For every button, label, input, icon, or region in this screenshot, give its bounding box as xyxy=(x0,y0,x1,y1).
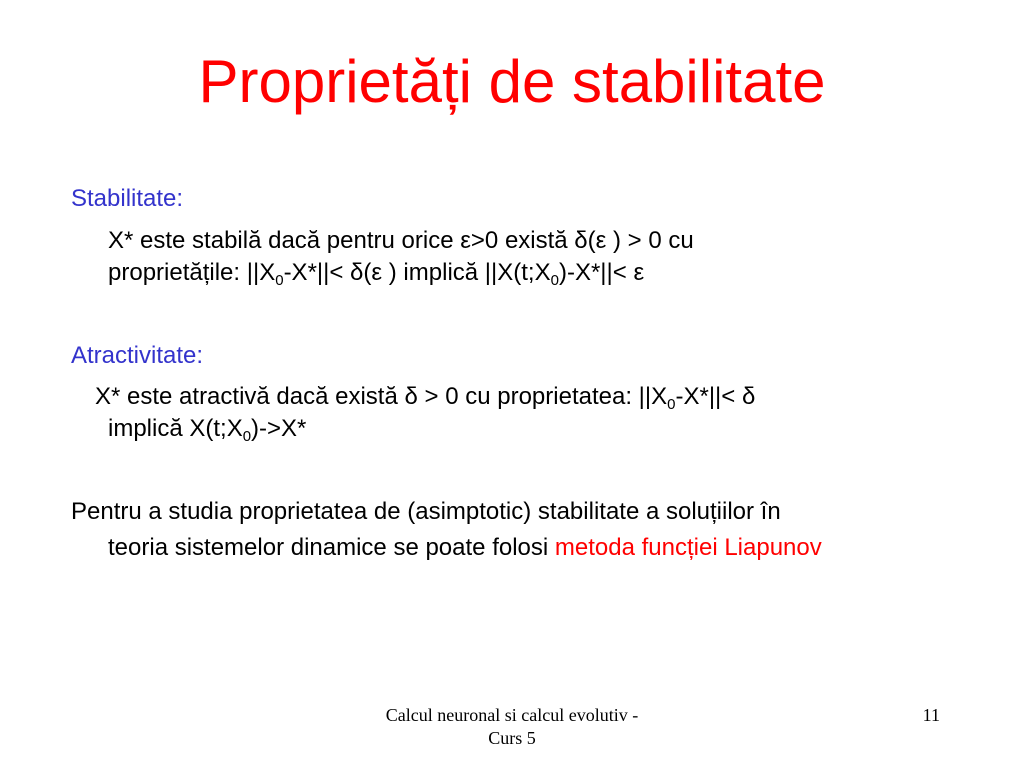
atractivitate-line-2-part-2: )->X* xyxy=(251,415,307,442)
atractivitate-line-1-part-2: -X*||< δ xyxy=(675,383,756,410)
stabilitate-line-2-part-3: )-X*||< ε xyxy=(558,259,645,286)
page-number: 11 xyxy=(922,705,940,725)
atractivitate-line-2-part-1: implică X(t;X xyxy=(108,415,243,442)
stabilitate-line-1: X* este stabilă dacă pentru orice ε>0 există δ(ε ) > 0 cu xyxy=(108,227,694,254)
atractivitate-line-2 xyxy=(108,413,306,445)
footer-line-1: Calcul neuronal si calcul evolutiv - xyxy=(385,705,639,725)
paragraph-line-1: Pentru a studia proprietatea de (asimptotic) stabilitate a soluțiilor în xyxy=(71,498,781,525)
slide-title: Proprietăți de stabilitate xyxy=(198,48,826,115)
atractivitate-heading: Atractivitate: xyxy=(71,342,204,369)
paragraph-line-2 xyxy=(108,532,822,564)
slide-footer xyxy=(352,704,672,750)
atractivitate-line-1-part-1: X* este atractivă dacă există δ > 0 cu proprietatea: ||X xyxy=(95,383,668,410)
footer-line-2: Curs 5 xyxy=(488,728,536,748)
subscript-zero: 0 xyxy=(667,396,676,413)
liapunov-method-highlight: metoda funcției Liapunov xyxy=(554,534,822,561)
subscript-zero: 0 xyxy=(550,272,559,289)
stabilitate-line-2-part-1: proprietățile: ||X xyxy=(108,259,276,286)
subscript-zero: 0 xyxy=(242,428,252,445)
subscript-zero: 0 xyxy=(275,272,284,289)
stabilitate-line-2-part-2: -X*||< δ(ε ) implică ||X(t;X xyxy=(283,259,551,286)
paragraph-line-2-text: teoria sistemelor dinamice se poate folosi xyxy=(108,534,549,561)
stabilitate-heading: Stabilitate: xyxy=(71,185,184,212)
stabilitate-line-2 xyxy=(108,257,644,289)
atractivitate-line-1 xyxy=(95,381,755,413)
